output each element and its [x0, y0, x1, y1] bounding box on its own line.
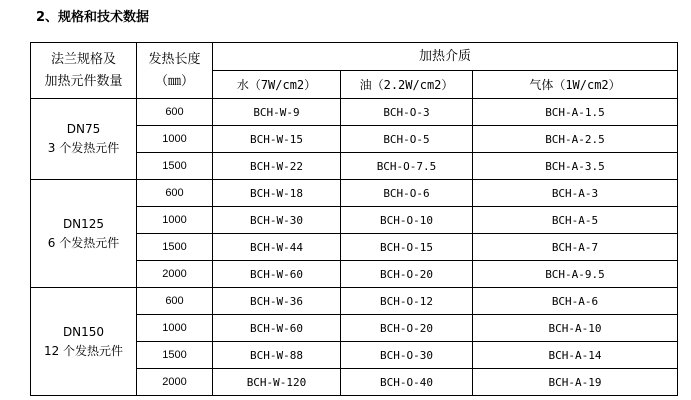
gas-model-cell: BCH-A-14: [473, 342, 677, 368]
water-model-cell: BCH-W-22: [213, 153, 340, 179]
water-model-cell: BCH-W-88: [213, 342, 340, 368]
gas-model-cell: BCH-A-3.5: [473, 153, 677, 179]
water-header: 水（7W/cm2）: [213, 71, 340, 98]
flange-size: DN150: [62, 324, 105, 339]
oil-model-cell: BCH-O-15: [341, 234, 472, 260]
oil-model-cell: BCH-O-40: [341, 369, 472, 395]
oil-model-cell: BCH-O-3: [341, 99, 472, 125]
element-count: 3 个发热元件: [47, 141, 120, 155]
spec-table: [30, 42, 678, 396]
element-count: 6 个发热元件: [47, 235, 120, 250]
water-model-cell: BCH-W-120: [213, 369, 340, 395]
gas-model-cell: BCH-A-19: [473, 369, 677, 395]
oil-model-cell: BCH-O-12: [341, 288, 472, 314]
gas-model-cell: BCH-A-2.5: [473, 126, 677, 152]
length-cell: 1000: [137, 207, 212, 233]
water-model-cell: BCH-W-9: [213, 99, 340, 125]
water-model-cell: BCH-W-36: [213, 288, 340, 314]
header-row-1: [31, 43, 677, 70]
length-header-line-2: （㎜）: [154, 73, 194, 89]
water-model-cell: BCH-W-44: [213, 234, 340, 260]
length-cell: 600: [137, 180, 212, 206]
oil-model-cell: BCH-O-5: [341, 126, 472, 152]
flange-spec-cell: [31, 180, 136, 287]
table-row: [31, 180, 677, 206]
gas-model-cell: BCH-A-10: [473, 315, 677, 341]
length-cell: 1500: [137, 153, 212, 179]
length-cell: 1000: [137, 126, 212, 152]
medium-group-header: 加热介质: [213, 43, 677, 70]
length-cell: 1500: [137, 342, 212, 368]
length-cell: 2000: [137, 369, 212, 395]
length-cell: 2000: [137, 261, 212, 287]
length-cell: 600: [137, 288, 212, 314]
gas-model-cell: BCH-A-9.5: [473, 261, 677, 287]
gas-model-cell: BCH-A-7: [473, 234, 677, 260]
flange-header-line-2: 加热元件数量: [44, 73, 123, 89]
length-cell: 600: [137, 99, 212, 125]
oil-header: 油（2.2W/cm2）: [341, 71, 472, 98]
flange-header-line-1: 法兰规格及: [50, 51, 116, 67]
water-model-cell: BCH-W-30: [213, 207, 340, 233]
length-header-line-1: 发热长度: [148, 51, 201, 67]
flange-spec-cell: [31, 288, 136, 395]
oil-model-cell: BCH-O-20: [341, 315, 472, 341]
water-model-cell: BCH-W-60: [213, 315, 340, 341]
oil-model-cell: BCH-O-20: [341, 261, 472, 287]
element-count: 12 个发热元件: [43, 343, 124, 358]
water-model-cell: BCH-W-18: [213, 180, 340, 206]
flange-spec-cell: [31, 99, 136, 179]
length-cell: 1000: [137, 315, 212, 341]
flange-size: DN75: [66, 122, 101, 136]
section-heading: 2、规格和技术数据: [36, 10, 150, 25]
oil-model-cell: BCH-O-6: [341, 180, 472, 206]
gas-model-cell: BCH-A-6: [473, 288, 677, 314]
oil-model-cell: BCH-O-10: [341, 207, 472, 233]
gas-model-cell: BCH-A-5: [473, 207, 677, 233]
length-cell: 1500: [137, 234, 212, 260]
oil-model-cell: BCH-O-30: [341, 342, 472, 368]
table-row: [31, 99, 677, 125]
water-model-cell: BCH-W-15: [213, 126, 340, 152]
water-model-cell: BCH-W-60: [213, 261, 340, 287]
table-row: [31, 288, 677, 314]
flange-size: DN125: [62, 216, 105, 231]
gas-model-cell: BCH-A-3: [473, 180, 677, 206]
flange-header-cell: [31, 43, 136, 98]
oil-model-cell: BCH-O-7.5: [341, 153, 472, 179]
length-header-cell: [137, 43, 212, 98]
gas-header: 气体（1W/cm2）: [473, 71, 677, 98]
gas-model-cell: BCH-A-1.5: [473, 99, 677, 125]
